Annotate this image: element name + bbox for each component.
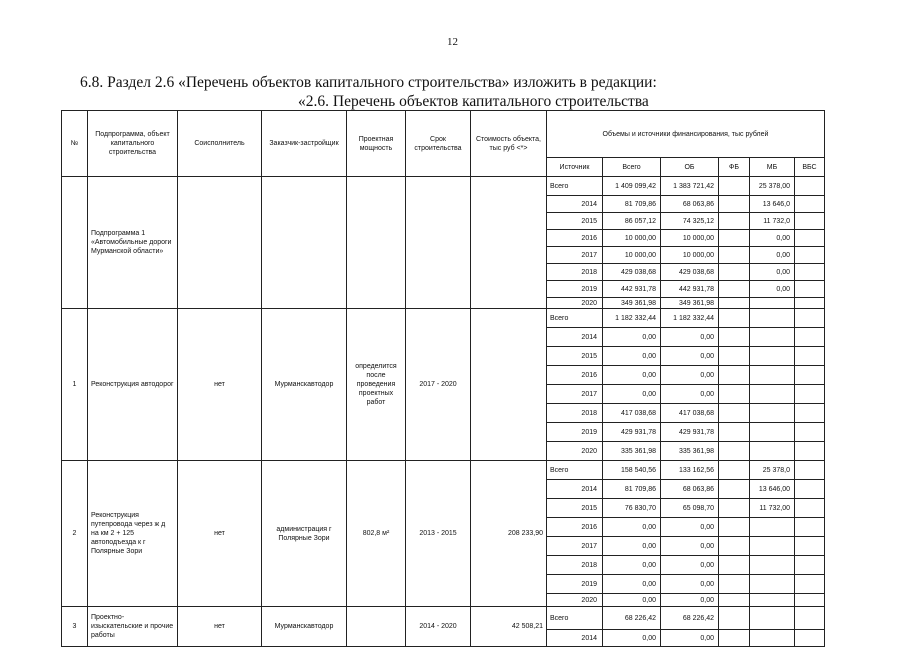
- ob-cell: 10 000,00: [661, 247, 719, 264]
- fb-cell: [719, 556, 750, 575]
- ob-cell: 0,00: [661, 385, 719, 404]
- header-vbs: ВБС: [795, 158, 825, 177]
- mb-cell: [750, 366, 795, 385]
- ob-cell: 1 182 332,44: [661, 309, 719, 328]
- total-cell: 0,00: [603, 518, 661, 537]
- block-coexecutor: нет: [178, 461, 262, 607]
- ob-cell: 349 361,98: [661, 298, 719, 309]
- ob-cell: 74 325,12: [661, 213, 719, 230]
- block-term: [406, 177, 471, 309]
- mb-cell: [750, 404, 795, 423]
- mb-cell: [750, 575, 795, 594]
- block-name: Подпрограмма 1 «Автомобильные дороги Мурманской области»: [88, 177, 178, 309]
- fb-cell: [719, 230, 750, 247]
- total-cell: 429 038,68: [603, 264, 661, 281]
- total-cell: 1 409 099,42: [603, 177, 661, 196]
- block-coexecutor: [178, 177, 262, 309]
- vbs-cell: [795, 366, 825, 385]
- vbs-cell: [795, 230, 825, 247]
- header-fb: ФБ: [719, 158, 750, 177]
- mb-cell: 11 732,0: [750, 213, 795, 230]
- total-cell: 429 931,78: [603, 423, 661, 442]
- vbs-cell: [795, 556, 825, 575]
- mb-cell: 25 378,0: [750, 461, 795, 480]
- total-cell: 1 182 332,44: [603, 309, 661, 328]
- source-cell: 2014: [547, 630, 603, 647]
- ob-cell: 0,00: [661, 347, 719, 366]
- vbs-cell: [795, 518, 825, 537]
- block-customer: Мурманскавтодор: [262, 607, 347, 647]
- vbs-cell: [795, 480, 825, 499]
- total-cell: 68 226,42: [603, 607, 661, 630]
- source-cell: 2020: [547, 442, 603, 461]
- vbs-cell: [795, 499, 825, 518]
- header-source: Источник: [547, 158, 603, 177]
- vbs-cell: [795, 537, 825, 556]
- total-cell: 0,00: [603, 347, 661, 366]
- ob-cell: 0,00: [661, 556, 719, 575]
- block-name: Проектно-изыскательские и прочие работы: [88, 607, 178, 647]
- total-cell: 10 000,00: [603, 230, 661, 247]
- header-capacity: Проектная мощность: [347, 111, 406, 177]
- source-cell: 2018: [547, 264, 603, 281]
- block-number: [62, 177, 88, 309]
- block-customer: [262, 177, 347, 309]
- fb-cell: [719, 607, 750, 630]
- vbs-cell: [795, 281, 825, 298]
- vbs-cell: [795, 461, 825, 480]
- vbs-cell: [795, 442, 825, 461]
- table-row: [62, 177, 825, 196]
- table-row: [62, 309, 825, 328]
- source-cell: 2015: [547, 347, 603, 366]
- block-name: Реконструкция автодорог: [88, 309, 178, 461]
- source-cell: 2017: [547, 247, 603, 264]
- block-number: 1: [62, 309, 88, 461]
- total-cell: 442 931,78: [603, 281, 661, 298]
- mb-cell: [750, 309, 795, 328]
- mb-cell: [750, 537, 795, 556]
- block-term: 2014 - 2020: [406, 607, 471, 647]
- source-cell: 2019: [547, 575, 603, 594]
- mb-cell: 11 732,00: [750, 499, 795, 518]
- total-cell: 0,00: [603, 575, 661, 594]
- fb-cell: [719, 480, 750, 499]
- ob-cell: 133 162,56: [661, 461, 719, 480]
- source-cell: 2016: [547, 518, 603, 537]
- vbs-cell: [795, 423, 825, 442]
- source-cell: 2020: [547, 594, 603, 607]
- mb-cell: 0,00: [750, 281, 795, 298]
- vbs-cell: [795, 196, 825, 213]
- page-number: 12: [447, 36, 458, 48]
- vbs-cell: [795, 213, 825, 230]
- fb-cell: [719, 385, 750, 404]
- mb-cell: [750, 442, 795, 461]
- mb-cell: [750, 518, 795, 537]
- total-cell: 417 038,68: [603, 404, 661, 423]
- ob-cell: 0,00: [661, 328, 719, 347]
- fb-cell: [719, 594, 750, 607]
- source-cell: 2017: [547, 537, 603, 556]
- mb-cell: [750, 594, 795, 607]
- source-cell: Всего: [547, 607, 603, 630]
- source-cell: 2015: [547, 213, 603, 230]
- total-cell: 0,00: [603, 385, 661, 404]
- block-number: 2: [62, 461, 88, 607]
- header-customer: Заказчик-застройщик: [262, 111, 347, 177]
- fb-cell: [719, 196, 750, 213]
- fb-cell: [719, 177, 750, 196]
- mb-cell: [750, 607, 795, 630]
- source-cell: 2014: [547, 328, 603, 347]
- fb-cell: [719, 442, 750, 461]
- block-cost: 42 508,21: [471, 607, 547, 647]
- block-capacity: [347, 607, 406, 647]
- source-cell: 2020: [547, 298, 603, 309]
- total-cell: 0,00: [603, 594, 661, 607]
- ob-cell: 0,00: [661, 518, 719, 537]
- fb-cell: [719, 499, 750, 518]
- total-cell: 10 000,00: [603, 247, 661, 264]
- total-cell: 76 830,70: [603, 499, 661, 518]
- source-cell: 2016: [547, 366, 603, 385]
- ob-cell: 0,00: [661, 594, 719, 607]
- vbs-cell: [795, 607, 825, 630]
- header-financing: Объемы и источники финансирования, тыс рублей: [547, 111, 825, 158]
- ob-cell: 65 098,70: [661, 499, 719, 518]
- block-term: 2013 - 2015: [406, 461, 471, 607]
- source-cell: 2018: [547, 404, 603, 423]
- header-no: №: [62, 111, 88, 177]
- fb-cell: [719, 247, 750, 264]
- mb-cell: [750, 298, 795, 309]
- mb-cell: [750, 385, 795, 404]
- block-coexecutor: нет: [178, 309, 262, 461]
- mb-cell: 25 378,00: [750, 177, 795, 196]
- block-customer: администрация г Полярные Зори: [262, 461, 347, 607]
- mb-cell: [750, 630, 795, 647]
- fb-cell: [719, 309, 750, 328]
- block-name: Реконструкция путепровода через ж д на км 2 + 125 автоподъезда к г Полярные Зори: [88, 461, 178, 607]
- vbs-cell: [795, 594, 825, 607]
- header-term: Срок строительства: [406, 111, 471, 177]
- fb-cell: [719, 537, 750, 556]
- source-cell: 2017: [547, 385, 603, 404]
- mb-cell: 0,00: [750, 247, 795, 264]
- block-cost: [471, 177, 547, 309]
- total-cell: 335 361,98: [603, 442, 661, 461]
- ob-cell: 0,00: [661, 366, 719, 385]
- block-term: 2017 - 2020: [406, 309, 471, 461]
- source-cell: 2018: [547, 556, 603, 575]
- fb-cell: [719, 213, 750, 230]
- vbs-cell: [795, 328, 825, 347]
- vbs-cell: [795, 177, 825, 196]
- fb-cell: [719, 461, 750, 480]
- fb-cell: [719, 298, 750, 309]
- ob-cell: 429 038,68: [661, 264, 719, 281]
- fb-cell: [719, 281, 750, 298]
- mb-cell: 13 646,0: [750, 196, 795, 213]
- block-capacity: 802,8 м²: [347, 461, 406, 607]
- header-ob: ОБ: [661, 158, 719, 177]
- section-amendment-heading: 6.8. Раздел 2.6 «Перечень объектов капитального строительства» изложить в редакции:: [80, 74, 657, 91]
- table-row: [62, 461, 825, 480]
- total-cell: 0,00: [603, 556, 661, 575]
- ob-cell: 0,00: [661, 537, 719, 556]
- block-cost: 208 233,90: [471, 461, 547, 607]
- source-cell: 2015: [547, 499, 603, 518]
- ob-cell: 10 000,00: [661, 230, 719, 247]
- vbs-cell: [795, 347, 825, 366]
- fb-cell: [719, 328, 750, 347]
- source-cell: 2014: [547, 196, 603, 213]
- fb-cell: [719, 630, 750, 647]
- vbs-cell: [795, 309, 825, 328]
- total-cell: 81 709,86: [603, 196, 661, 213]
- vbs-cell: [795, 298, 825, 309]
- ob-cell: 429 931,78: [661, 423, 719, 442]
- source-cell: 2014: [547, 480, 603, 499]
- mb-cell: 13 646,00: [750, 480, 795, 499]
- section-title: «2.6. Перечень объектов капитального строительства: [298, 93, 649, 110]
- ob-cell: 0,00: [661, 630, 719, 647]
- header-subprogram: Подпрограмма, объект капитального строительства: [88, 111, 178, 177]
- total-cell: 81 709,86: [603, 480, 661, 499]
- block-number: 3: [62, 607, 88, 647]
- block-capacity: определится после проведения проектных работ: [347, 309, 406, 461]
- mb-cell: [750, 347, 795, 366]
- fb-cell: [719, 347, 750, 366]
- block-customer: Мурманскавтодор: [262, 309, 347, 461]
- block-coexecutor: нет: [178, 607, 262, 647]
- vbs-cell: [795, 247, 825, 264]
- source-cell: Всего: [547, 177, 603, 196]
- source-cell: 2019: [547, 423, 603, 442]
- fb-cell: [719, 366, 750, 385]
- table-row: [62, 607, 825, 630]
- capital-construction-table: [61, 110, 825, 647]
- total-cell: 0,00: [603, 537, 661, 556]
- fb-cell: [719, 423, 750, 442]
- total-cell: 0,00: [603, 366, 661, 385]
- source-cell: Всего: [547, 309, 603, 328]
- total-cell: 0,00: [603, 328, 661, 347]
- total-cell: 0,00: [603, 630, 661, 647]
- total-cell: 86 057,12: [603, 213, 661, 230]
- header-mb: МБ: [750, 158, 795, 177]
- vbs-cell: [795, 385, 825, 404]
- ob-cell: 68 226,42: [661, 607, 719, 630]
- header-cost: Стоимость объекта, тыс руб <*>: [471, 111, 547, 177]
- vbs-cell: [795, 575, 825, 594]
- ob-cell: 1 383 721,42: [661, 177, 719, 196]
- ob-cell: 0,00: [661, 575, 719, 594]
- total-cell: 349 361,98: [603, 298, 661, 309]
- ob-cell: 417 038,68: [661, 404, 719, 423]
- source-cell: 2019: [547, 281, 603, 298]
- mb-cell: 0,00: [750, 264, 795, 281]
- ob-cell: 68 063,86: [661, 480, 719, 499]
- total-cell: 158 540,56: [603, 461, 661, 480]
- table-body: [62, 177, 825, 647]
- ob-cell: 442 931,78: [661, 281, 719, 298]
- ob-cell: 68 063,86: [661, 196, 719, 213]
- fb-cell: [719, 518, 750, 537]
- vbs-cell: [795, 404, 825, 423]
- mb-cell: [750, 328, 795, 347]
- fb-cell: [719, 264, 750, 281]
- fb-cell: [719, 404, 750, 423]
- vbs-cell: [795, 630, 825, 647]
- source-cell: 2016: [547, 230, 603, 247]
- header-coexecutor: Соисполнитель: [178, 111, 262, 177]
- header-total: Всего: [603, 158, 661, 177]
- vbs-cell: [795, 264, 825, 281]
- block-capacity: [347, 177, 406, 309]
- mb-cell: 0,00: [750, 230, 795, 247]
- block-cost: [471, 309, 547, 461]
- mb-cell: [750, 423, 795, 442]
- fb-cell: [719, 575, 750, 594]
- ob-cell: 335 361,98: [661, 442, 719, 461]
- mb-cell: [750, 556, 795, 575]
- source-cell: Всего: [547, 461, 603, 480]
